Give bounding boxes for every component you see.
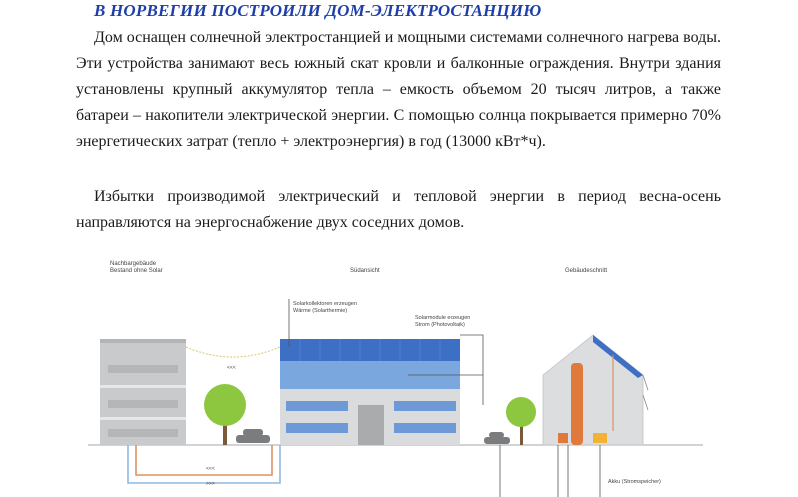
neighbor-building bbox=[100, 339, 186, 445]
power-arrow-label: <<< bbox=[227, 365, 236, 371]
main-building bbox=[280, 339, 460, 445]
pipe-cold bbox=[128, 445, 280, 483]
pipe-warm bbox=[136, 445, 272, 475]
power-line bbox=[186, 347, 280, 357]
modules-callout-line bbox=[460, 335, 483, 405]
article-paragraph-1: Дом оснащен солнечной электростанцией и мощными системами солнечного нагрева воды. Эти устройства занимают весь южный скат кровли и балконные ограждения. Внутри здания установлены крупный аккумулятор тепла – емкость объемом 20 тысяч литров, а также батареи – накопители электрической энергии. С помощью солнца покрывается примерно 70% энергетических затрат (тепло + электроэнергия) в год (13000 кВт*ч). bbox=[76, 29, 721, 150]
house-diagram-figure bbox=[88, 255, 703, 497]
neighbor-sublabel: Bestand ohne Solar bbox=[110, 268, 163, 274]
article-paragraph-2: Избытки производимой электрический и тепловой энергии в период весна-осень направляются на энергоснабжение двух соседних домов. bbox=[76, 188, 721, 231]
south-view-label: Südansicht bbox=[350, 268, 380, 274]
modules-sublabel: Strom (Photovoltaik) bbox=[415, 322, 465, 328]
article-title: В НОРВЕГИИ ПОСТРОИЛИ ДОМ-ЭЛЕКТРОСТАНЦИЮ bbox=[94, 1, 542, 20]
house-diagram bbox=[88, 255, 703, 497]
collectors-label: Solarkollektoren erzeugen bbox=[293, 301, 357, 307]
pipe-arrow-left-label: <<< bbox=[206, 466, 215, 472]
tree-2 bbox=[506, 397, 536, 445]
neighbor-label: Nachbargebäude bbox=[110, 261, 157, 267]
collectors-sublabel: Wärme (Solarthermie) bbox=[293, 308, 348, 314]
pipe-arrow-right-label: >>> bbox=[206, 481, 215, 487]
section-label: Gebäudeschnitt bbox=[565, 268, 608, 274]
modules-label: Solarmodule erzeugen bbox=[415, 315, 471, 321]
battery-label: Akku (Stromspeicher) bbox=[608, 479, 661, 485]
car-2 bbox=[484, 432, 510, 444]
car-1 bbox=[236, 429, 270, 443]
section-building bbox=[543, 335, 648, 445]
